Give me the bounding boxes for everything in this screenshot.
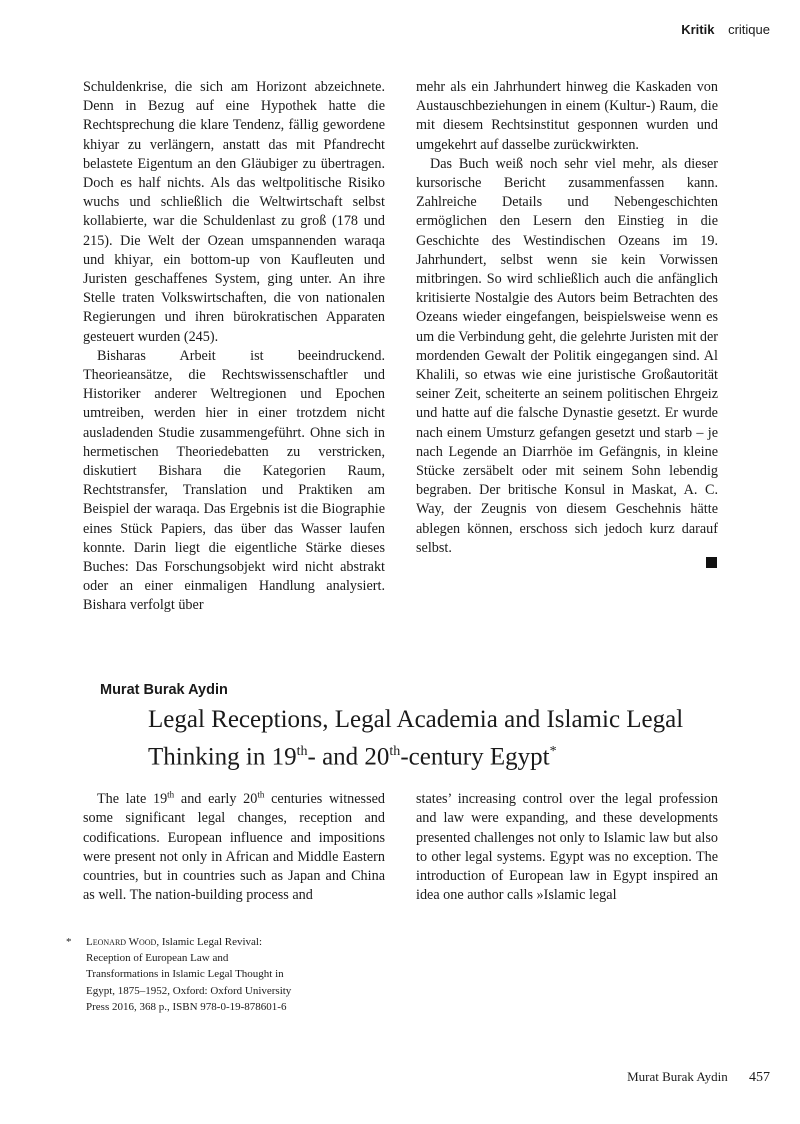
running-footer xyxy=(627,1069,770,1086)
english-column-left xyxy=(83,790,385,906)
paragraph: Bisharas Arbeit ist beeindruckend. Theorieansätze, die Rechtswissenschaftler und Historiker anderer Weltregionen und Epochen umtreiben, werden hier in einer trotzdem nicht ausladenden Studie zusammengeführt. Ohne sich in hermetischen Theoriedebatten zu verstricken, diskutiert Bishara die Kategorien Raum, Rechtstransfer, Translation und Praktiken am Beispiel der waraqa. Das Ergebnis ist die Biographie eines Stück Papiers, das über das Wasser laufen konnte. Darin liegt die eigentliche Stärke dieses Buches: Das Forschungsobjekt wird nicht abstrakt oder an einer einmaligen Handlung analysiert. Bishara verfolgt über xyxy=(83,347,385,614)
footer-author: Murat Burak Aydin xyxy=(627,1069,728,1084)
paragraph: The late 19th and early 20th centuries witnessed some significant legal changes, reception and codifications. European influence and impositions were present not only in African and Middle Eastern countries, but in countries such as Japan and China as well. The nation-building process and xyxy=(83,789,385,904)
section-label-fr: critique xyxy=(728,22,770,37)
german-column-right xyxy=(416,78,718,558)
review-author: Murat Burak Aydin xyxy=(100,682,228,698)
review-title: Legal Receptions, Legal Academia and Islamic Legal Thinking in 19th- and 20th-century Egypt* xyxy=(148,706,684,771)
footnote-text: , Islamic Legal Revival: Reception of European Law and Transformations in Islamic Legal Thought in Egypt, 1875–1952, Oxford: Oxford University Press 2016, 368 p., ISBN 978-0-19-878601-6 xyxy=(86,936,292,1013)
footnote xyxy=(66,934,296,1015)
section-label: Kritik xyxy=(681,22,715,37)
running-header xyxy=(681,22,770,37)
paragraph: states’ increasing control over the legal profession and law were expanding, and these developments presented challenges not only to Islamic law but also to other legal systems. Egypt was no exception. The introduction of European law in Egypt inspired an idea one author calls »Islamic legal xyxy=(416,791,718,904)
paragraph: Das Buch weiß noch sehr viel mehr, als dieser kursorische Bericht zusammenfassen kann. Zahlreiche Details und Nebengeschichten ermöglichen den Lesern den Einstieg in die Geschichte des Westindischen Ozeans im 19. Jahrhundert, selbst wenn sie kein Vorwissen mitbringen. So wird schließlich auch die anfänglich kritisierte Nostalgie des Autors beim Betrachten des Ozeans wieder eingefangen, beispielsweise wenn es um die Verbindung geht, die gelehrte Juristen mit der mordenden Gewalt der Politik eingegangen sind. Al Khalili, so etwas wie eine juristische Großautorität seiner Zeit, scheiterte an seinem politischen Ehrgeiz und hatte auf die falsche Dynastie gesetzt. Er wurde nach einem Umsturz gefangen gesetzt und starb – je nach Legende an Diarrhöe im Gefängnis, in kleine Stücke zersäbelt oder mit seinem Sohn lebendig begraben. Der britische Konsul in Maskat, A. C. Way, der Zeugnis von diesem Geschehnis hätte ablegen können, erschoss sich jedoch kurz darauf selbst. xyxy=(416,155,718,556)
german-column-left xyxy=(83,78,385,616)
end-of-article-mark xyxy=(706,557,717,568)
paragraph: mehr als ein Jahrhundert hinweg die Kaskaden von Austauschbeziehungen in einem (Kultur-) Raum, die mit diesem Rechtsinstitut gesponnen wurden und umgekehrt auf dasselbe zurückwirkten. xyxy=(416,79,718,153)
footnote-mark: * xyxy=(66,936,72,948)
page-number: 457 xyxy=(749,1070,770,1085)
paragraph: Schuldenkrise, die sich am Horizont abzeichnete. Denn in Bezug auf eine Hypothek hatte die Rechtsprechung die klare Tendenz, fällig gewordene khiyar zu verlängern, anstatt das mit Pfandrecht belastete Eigentum an den Gläubiger zu übertragen. Doch es half nichts. Als das weltpolitische Risiko wuchs und schließlich die Weltwirtschaft selbst kollabierte, war die Schuldenlast zu groß (178 und 215). Die Welt der Ozean umspannenden waraqa und khiyar, ein bottom-up von Kaufleuten und Juristen geschaffenes System, ging unter. An ihre Stelle traten Volkswirtschaften, die von nationalen Regierungen und ihren bürokratischen Apparaten gesteuert wurden (245). xyxy=(83,79,385,345)
footnote-marker: * xyxy=(549,744,557,759)
footnote-author: Leonard Wood xyxy=(86,936,157,948)
english-column-right xyxy=(416,790,718,906)
